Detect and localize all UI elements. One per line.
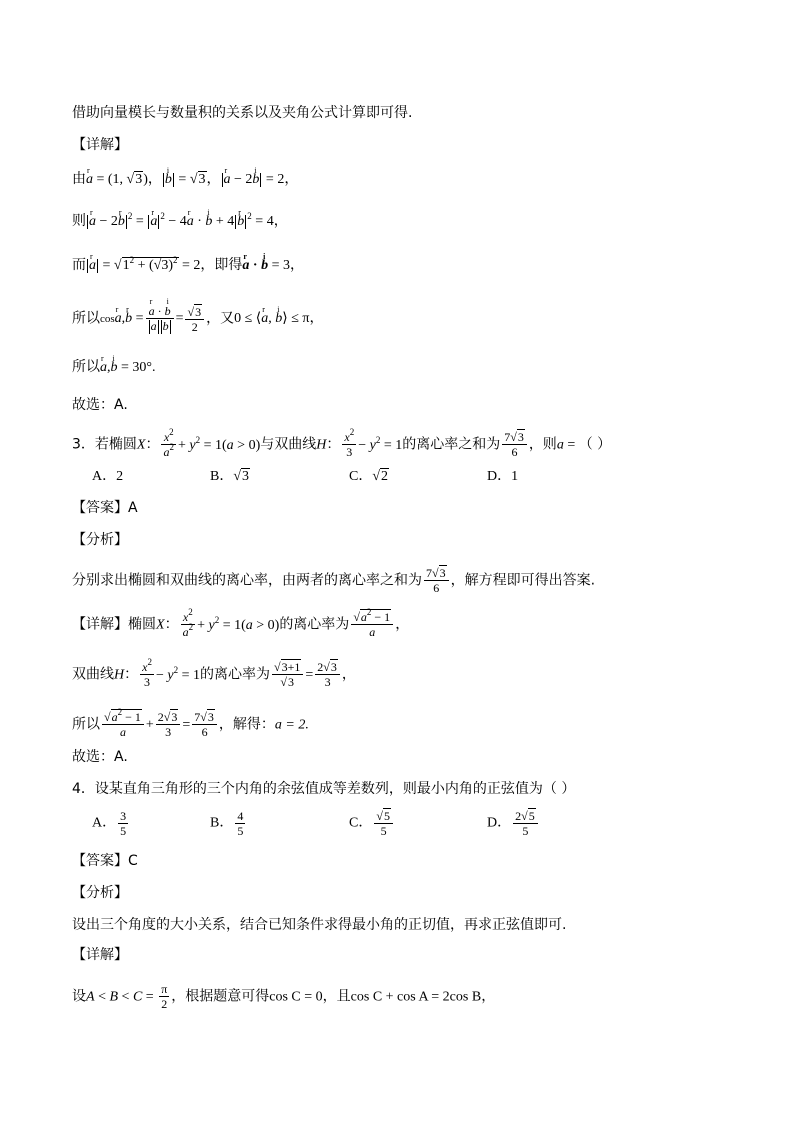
q4-option-a-label: A． (92, 815, 117, 831)
q3-analysis-text-b: ，解方程即可得出答案. (450, 572, 596, 589)
q3-hyper-head: 双曲线 (72, 666, 114, 683)
formula-range: 0 ≤ ⟨r a, i b⟩ ≤ π， (234, 311, 323, 326)
fraction-2root3-over-3: $\frac{2√3}{3}$ (315, 660, 340, 689)
q3-hyper-line: 双曲线H： $\frac{x^2}{3}$ − $y^2 = 1$的离心率为 $\frac{√3+1}{√3}$ = $\frac{2√3}{3}$ ， (72, 657, 356, 689)
q3-hyper-rate: 的离心率为 (199, 666, 270, 683)
q3-paren: （ ） (578, 436, 612, 453)
q3-mid2: 的离心率之和为 (402, 436, 501, 453)
q4-option-b-label: B． (210, 815, 234, 831)
q3-option-c: C．√2 (349, 469, 389, 484)
formula-expand: r a − 2r b $^2$ = r a $^2$ − 4r a · i b + 4r b $^2$ = 4， (86, 214, 288, 229)
text-you2: ，又 (206, 310, 235, 327)
text-you: 由 (72, 171, 86, 187)
q3-analysis-text-a: 分别求出椭圆和双曲线的离心率，由两者的离心率之和为 (72, 572, 422, 589)
q3-jiede: ，解得： (218, 716, 275, 733)
q4-detail-heading: 【详解】 (72, 947, 128, 963)
fraction-x2-a2: $\frac{x^2}{a^2}$ (163, 427, 174, 459)
q4-answer: 【答案】C (72, 853, 138, 869)
fraction-pi-over-2: $\frac{\pi}{2}$ (161, 982, 168, 1011)
q3-detail-head: 【详解】椭圆 (72, 616, 156, 633)
var-a: a (556, 437, 564, 453)
q3-detail-rate: 的离心率为 (279, 616, 350, 633)
formula-given: r a = (1, √3)，i b = √3，r a − 2i b = 2， (86, 172, 298, 187)
text-suoyi2: 所以 (72, 359, 100, 375)
q4-mid: ，根据题意可得 (171, 988, 270, 1005)
q3-mid1: 与双曲线 (260, 436, 317, 453)
formula-cos: cosr a,r b = r $\frac{\text{a · i b}}{\text{a b}}$ = $\frac{√3}{2}$ (100, 311, 206, 326)
q4-option-d-label: D． (487, 815, 512, 831)
q3-detail-line: 【详解】椭圆X： $\frac{x^2}{a^2}$ + $y^2 = 1(a > 0)$的离心率为 $\frac{√a^2 - 1}{a}$ ， (72, 607, 410, 639)
hyperbola-eq: − $y^2 = 1$ (358, 434, 403, 453)
fraction-x2-a2-b: $\frac{x^2}{a^2}$ (182, 607, 194, 639)
q4-analysis-heading: 【分析】 (72, 885, 128, 901)
q3-option-c-label: C． (349, 469, 373, 484)
fraction-x2-3-b: $\frac{x^2}{3}$ (142, 657, 152, 689)
fraction-ecc-ellipse: $\frac{√a^2 - 1}{a}$ (351, 610, 393, 639)
q3-analysis-line (72, 566, 595, 595)
q3-option-d: D．1 (487, 469, 519, 484)
formula-line-cos (72, 304, 323, 334)
fraction-root3-over-2: $\frac{√3}{2}$ (185, 305, 204, 334)
fraction-7root3-over-6-c: $\frac{7√3}{6}$ (192, 710, 217, 739)
fraction-x2-3: $\frac{x^2}{3}$ (344, 427, 355, 459)
text-ze: 则 (72, 213, 86, 229)
detail-heading: 【详解】 (72, 137, 128, 153)
formula-modulus: r $a = √1^2 + (√3)^2 = 2$ (86, 258, 200, 273)
formula-line-modulus (72, 256, 304, 275)
q4-she: 设 (72, 988, 86, 1005)
formula-line-expand (72, 212, 288, 231)
text-suoyi: 所以 (72, 310, 100, 327)
q3-option-b: B．√3 (210, 469, 250, 484)
fraction-cos: r $\frac{\text{a · i b}}{\text{a b}}$ (146, 304, 174, 334)
fraction-ecc-hyper: $\frac{√3+1}{√3}$ (272, 660, 303, 689)
ellipse-eq: + $y^2 = 1(a > 0)$ (177, 434, 261, 453)
q4-qie: ，且 (322, 988, 351, 1005)
q3-choice: 故选：A. (72, 749, 128, 765)
fraction-ecc-ellipse-b: $\frac{√a^2 - 1}{a}$ (102, 710, 144, 739)
fraction-7root3-over-6-b: $\frac{7√3}{6}$ (424, 566, 449, 595)
formula-line-angle: 所以r a,i b = 30°. (72, 358, 156, 377)
q3-tail: ，则 (528, 436, 557, 453)
formula-dot: r a · i b = 3， (242, 258, 304, 273)
q2-choice: 故选：A. (72, 397, 128, 413)
q4-option-c: C． $\frac{√5}{5}$ (349, 809, 395, 838)
q4-eq: cos C + cos A = 2cos B (350, 989, 482, 1005)
q3-option-b-label: B． (210, 469, 234, 484)
q4-cos0: cos C = 0 (269, 989, 323, 1005)
q4-option-b: B． $\frac{4}{5}$ (210, 809, 244, 838)
formula-line-given (72, 170, 298, 189)
q3-answer: 【答案】A (72, 500, 138, 516)
q3-suoyi: 所以 (72, 716, 100, 733)
q4-option-a: A． $\frac{3}{5}$ (92, 809, 127, 838)
q4-option-c-label: C． (349, 815, 373, 831)
q3-prefix: 3．若椭圆 (72, 436, 137, 453)
q3-analysis-heading: 【分析】 (72, 532, 128, 548)
intro-line: 借助向量模长与数量积的关系以及夹角公式计算即可得. (72, 105, 413, 121)
fraction-2root3-over-3-b: $\frac{2√3}{3}$ (156, 710, 181, 739)
q3-result: a = 2. (274, 717, 309, 733)
q3-sum-line: 所以 $\frac{√a^2 - 1}{a}$ + $\frac{2√3}{3}$ = $\frac{7√3}{6}$ ，解得：a = 2. (72, 707, 309, 739)
hyperbola-name: H (316, 437, 327, 453)
angle-value: = 30° (121, 360, 152, 375)
q4-option-d: D． $\frac{2√5}{5}$ (487, 809, 540, 838)
q4-detail-line: 设A < B < C = $\frac{\pi}{2}$ ，根据题意可得cos C = 0，且cos C + cos A = 2cos B， (72, 982, 496, 1011)
q4-stem: 4．设某直角三角形的三个内角的余弦值成等差数列，则最小内角的正弦值为（ ） (72, 781, 576, 797)
fraction-7root3-over-6: $\frac{7√3}{6}$ (502, 430, 527, 459)
q3-stem: 3．若椭圆X： $\frac{x^2}{a^2}$ + $y^2 = 1(a > 0)$与双曲线H： $\frac{x^2}{3}$ − $y^2 = 1$的离心率之和为 $\frac{7√3}{6}$ ，则a = （ ） (72, 427, 612, 459)
formula-angle: r a,i b (100, 360, 121, 375)
text-er: 而 (72, 257, 86, 273)
q4-analysis-text: 设出三个角度的大小关系，结合已知条件求得最小角的正切值，再求正弦值即可. (72, 917, 567, 933)
text-jide: ，即得 (200, 257, 243, 273)
q3-option-a: A．2 (92, 469, 124, 484)
ellipse-name: X (136, 437, 146, 453)
